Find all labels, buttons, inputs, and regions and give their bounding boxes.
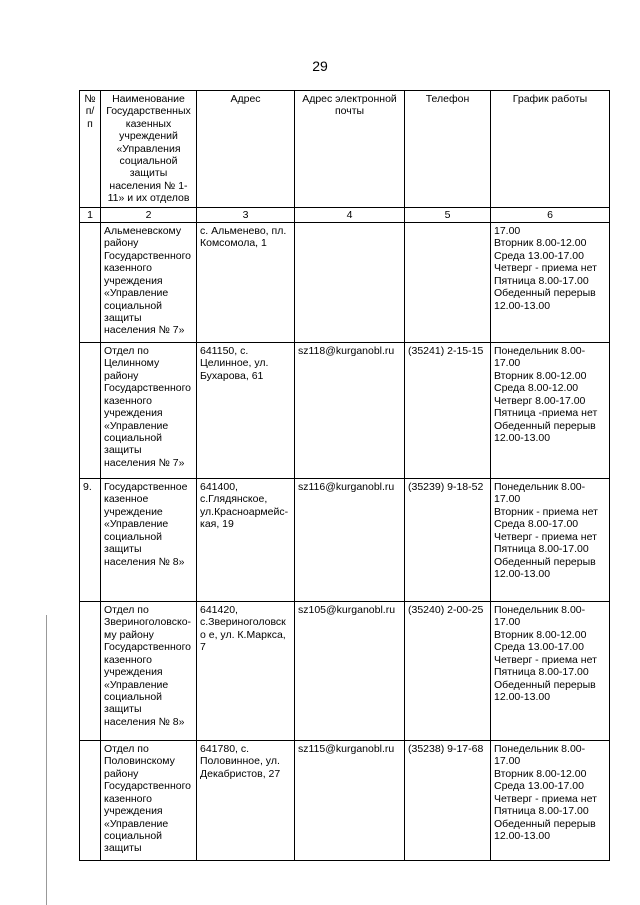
schedule-line: Понедельник 8.00- [494, 345, 586, 358]
institution-name: Отдел по Целинному району Государственного казенного учреждения «Управление социальной защиты населения № 7» [101, 343, 197, 479]
header-schedule: График работы [491, 91, 610, 208]
schedule-line: Вторник 8.00-12.00 [494, 237, 587, 250]
email-cell: sz116@kurganobl.ru [295, 479, 405, 602]
schedule-line: 12.00-13.00 [494, 829, 551, 842]
schedule-line: Пятница 8.00-17.00 [494, 666, 589, 679]
address-cell: 641780, с. Половинное, ул. Декабристов, 27 [197, 741, 295, 861]
phone-cell: (35241) 2-15-15 [405, 343, 491, 479]
schedule-line: 12.00-13.00 [494, 690, 551, 703]
page-number: 29 [312, 58, 328, 74]
schedule-line: Четверг 8.00-17.00 [494, 394, 586, 407]
phone-cell: (35238) 9-17-68 [405, 741, 491, 861]
schedule-line: 17.00 [494, 357, 521, 370]
header-row [80, 91, 610, 208]
schedule-line: Понедельник 8.00- [494, 743, 586, 756]
column-number: 4 [295, 207, 405, 222]
institution-name: Государственное казенное учреждение «Управление социальной защиты населения № 8» [101, 479, 197, 602]
schedule-cell [491, 602, 610, 741]
schedule-line: Понедельник 8.00- [494, 604, 586, 617]
schedule-line: Вторник 8.00-12.00 [494, 628, 587, 641]
institution-name: Отдел по Половинскому району Государственного казенного учреждения «Управление социальной защиты [101, 741, 197, 861]
schedule-line: Обеденный перерыв [494, 419, 596, 432]
schedule-line: Обеденный перерыв [494, 678, 596, 691]
schedule-cell [491, 223, 610, 343]
schedule-line: Среда 8.00-12.00 [494, 382, 579, 395]
margin-line [46, 615, 47, 905]
schedule-line: Вторник 8.00-12.00 [494, 767, 587, 780]
schedule-line: Пятница 8.00-17.00 [494, 274, 589, 287]
schedule-line: Среда 13.00-17.00 [494, 641, 584, 654]
schedule-line: Четверг - приема нет [494, 262, 597, 275]
email-cell [295, 223, 405, 343]
schedule-line: Вторник 8.00-12.00 [494, 369, 587, 382]
schedule-line: Пятница 8.00-17.00 [494, 543, 589, 556]
schedule-line: 17.00 [494, 493, 521, 506]
schedule-cell [491, 741, 610, 861]
schedule-cell [491, 479, 610, 602]
email-cell: sz115@kurganobl.ru [295, 741, 405, 861]
institutions-table [79, 90, 610, 861]
institution-name: Отдел по Звериноголовско-му району Государственного казенного учреждения «Управление социальной защиты населения № 8» [101, 602, 197, 741]
email-cell: sz118@kurganobl.ru [295, 343, 405, 479]
schedule-line: Четверг - приема нет [494, 653, 597, 666]
column-number-row [80, 207, 610, 222]
table-row [80, 602, 610, 741]
schedule-line: 17.00 [494, 616, 521, 629]
header-num: № п/п [80, 91, 101, 208]
schedule-line: Среда 8.00-17.00 [494, 518, 579, 531]
schedule-line: 12.00-13.00 [494, 431, 551, 444]
phone-cell: (35240) 2-00-25 [405, 602, 491, 741]
column-number: 2 [101, 207, 197, 222]
schedule-line: Среда 13.00-17.00 [494, 780, 584, 793]
schedule-line: Обеденный перерыв [494, 817, 596, 830]
schedule-line: Среда 13.00-17.00 [494, 249, 584, 262]
row-number [80, 343, 101, 479]
schedule-line: Вторник - приема нет [494, 505, 598, 518]
column-number: 3 [197, 207, 295, 222]
schedule-line: 17.00 [494, 755, 521, 768]
address-cell: 641150, с. Целинное, ул. Бухарова, 61 [197, 343, 295, 479]
phone-cell: (35239) 9-18-52 [405, 479, 491, 602]
row-number [80, 741, 101, 861]
schedule-line: Пятница 8.00-17.00 [494, 805, 589, 818]
address-cell: 641420, с.Звериноголовско е, ул. К.Маркса, 7 [197, 602, 295, 741]
schedule-line: Обеденный перерыв [494, 555, 596, 568]
header-name: Наименование Государственных казенных учреждений «Управления социальной защиты населения № 1-11» и их отделов [101, 91, 197, 208]
schedule-line: Пятница -приема нет [494, 407, 598, 420]
column-number: 6 [491, 207, 610, 222]
table-row [80, 741, 610, 861]
institution-name: Альменевскому району Государственного казенного учреждения «Управление социальной защиты населения № 7» [101, 223, 197, 343]
phone-cell [405, 223, 491, 343]
header-phone: Телефон [405, 91, 491, 208]
schedule-line: Обеденный перерыв [494, 287, 596, 300]
schedule-line: 12.00-13.00 [494, 299, 551, 312]
schedule-cell [491, 343, 610, 479]
row-number [80, 223, 101, 343]
table-row [80, 343, 610, 479]
schedule-line: Четверг - приема нет [494, 530, 597, 543]
email-cell: sz105@kurganobl.ru [295, 602, 405, 741]
column-number: 5 [405, 207, 491, 222]
address-cell: 641400, с.Глядянское, ул.Красноармейс-кая, 19 [197, 479, 295, 602]
header-email: Адрес электронной почты [295, 91, 405, 208]
row-number [80, 602, 101, 741]
address-cell: с. Альменево, пл. Комсомола, 1 [197, 223, 295, 343]
header-address: Адрес [197, 91, 295, 208]
schedule-line: Четверг - приема нет [494, 792, 597, 805]
schedule-line: 17.00 [494, 225, 521, 238]
schedule-line: Понедельник 8.00- [494, 481, 586, 494]
table-row [80, 479, 610, 602]
row-number: 9. [80, 479, 101, 602]
table-row [80, 223, 610, 343]
column-number: 1 [80, 207, 101, 222]
schedule-line: 12.00-13.00 [494, 567, 551, 580]
